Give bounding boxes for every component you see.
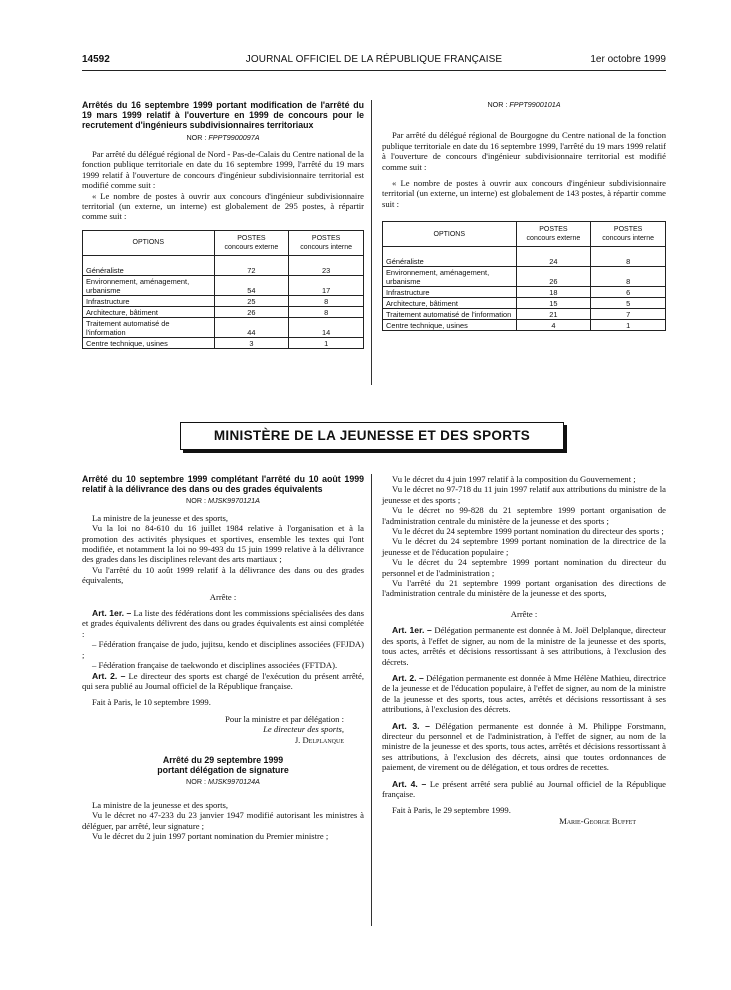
header-rule [82,70,666,71]
paragraph: « Le nombre de postes à ouvrir aux concours d'ingénieur subdivisionnaire territorial (un externe, un interne) est globalement de 295 postes, à répartir comme suit : [82,190,364,222]
issue-date: 1er octobre 1999 [590,54,666,65]
date-line: Fait à Paris, le 29 septembre 1999. [392,805,511,816]
internal-posts: 8 [289,306,364,317]
col-header-options: OPTIONS [383,222,517,247]
option-label: Généraliste [383,247,517,267]
left-bottom-column [82,474,364,841]
internal-posts: 8 [289,295,364,306]
option-label: Généraliste [83,255,215,275]
decree-title: Arrêtés du 16 septembre 1999 portant modification de l'arrêté du 19 mars 1999 relatif à l'ouverture en 1999 de concours pour le recrutement d'ingénieurs subdivisionnaires territoriaux [82,100,364,131]
paragraph: Vu le décret du 24 septembre 1999 portant nomination de la directrice de la jeunesse et de l'éducation populaire ; [382,536,666,557]
article-4: Art. 4. – Le présent arrêté sera publié au Journal officiel de la République française. [382,778,666,799]
journal-title: JOURNAL OFFICIEL DE LA RÉPUBLIQUE FRANÇAISE [245,54,503,65]
paragraph: Vu le décret no 47-233 du 23 janvier 1947 modifié autorisant les ministres à déléguer, par arrêté, leur signature ; [82,810,364,831]
paragraph: Vu le décret no 99-828 du 21 septembre 1999 portant organisation de l'administration centrale du ministère de la jeunesse et des sports ; [382,505,666,526]
page-header [82,54,666,68]
col-header-internal: POSTES concours interne [289,230,364,255]
option-label: Infrastructure [383,287,517,298]
paragraph: Vu le décret du 4 juin 1997 relatif à la composition du Gouvernement ; [392,474,636,484]
paragraph: Vu la loi no 84-610 du 16 juillet 1984 relative à l'organisation et à la promotion des activités physiques et sportives, ensemble les textes qui l'ont modifiée, et notamment la loi no 99-493 du 15 juin 1999 relative à la délivrance des grades dans les disciplines relevant des arts martiaux ; [82,523,364,565]
nor-reference: NOR : MJSK9970124A [186,777,260,787]
nor-reference [82,133,364,143]
list-item: – Fédération française de taekwondo et disciplines associées (FFTDA). [92,660,338,671]
option-label: Infrastructure [83,295,215,306]
paragraph: Vu le décret du 2 juin 1997 portant nomination du Premier ministre ; [92,830,329,841]
paragraph: « Le nombre de postes à ouvrir aux concours d'ingénieur subdivisionnaire territorial (un externe, un interne) est globalement de 143 postes, à répartir comme suit : [382,178,666,209]
nor-code: FPPT9900097A [208,132,260,142]
posts-table [382,221,666,331]
option-label: Centre technique, usines [83,337,215,348]
right-top-column [382,100,666,331]
internal-posts: 7 [591,309,666,320]
internal-posts: 23 [289,255,364,275]
column-divider [371,474,372,926]
signature-name: J. Delplanque [294,734,344,745]
arrete-heading: Arrête : [209,591,237,602]
article-1: Art. 1er. – La liste des fédérations dont les commissions spécialisées des dans et grades équivalents délivrent des dans ou grades équivalents est ainsi complétée : [82,608,364,639]
col-header-external: POSTES concours externe [516,222,591,247]
table-row [83,275,364,295]
external-posts: 3 [214,337,289,348]
table-row [83,295,364,306]
col-header-external: POSTES concours externe [214,230,289,255]
external-posts: 72 [214,255,289,275]
ministry-banner: MINISTÈRE DE LA JEUNESSE ET DES SPORTS [180,422,564,450]
table-row [83,317,364,337]
option-label: Traitement automatisé de l'information [383,309,517,320]
paragraph: Par arrêté du délégué régional de Bourgogne du Centre national de la fonction publique territoriale en date du 16 septembre 1999, l'arrêté du 19 mars 1999 relatif à l'ouverture de concours d'ingénieur subdivisionnaire territorial est modifié comme suit : [382,130,666,172]
table-row [83,306,364,317]
external-posts: 26 [214,306,289,317]
nor-label: NOR : [487,100,508,109]
article-2: Art. 2. – Délégation permanente est donnée à Mme Hélène Mathieu, directrice de la jeunesse et de l'éducation populaire, à l'effet de signer, au nom de la ministre de la jeunesse et des sports, tous actes, arrêtés et décisions ressortissant à ses attributions, à l'exclusion des décrets. [382,672,666,715]
option-label: Environnement, aménagement, urbanisme [383,267,517,287]
arrete-heading: Arrête : [510,608,538,619]
list-item: – Fédération française de judo, jujitsu, kendo et disciplines associées (FFJDA) ; [82,639,364,660]
table-row [83,337,364,348]
left-top-column [82,100,364,349]
nor-code: MJSK9970124A [208,777,260,787]
external-posts: 4 [516,320,591,331]
nor-reference: NOR : MJSK9970121A [186,496,260,506]
signature-name: Marie-George Buffet [559,815,636,826]
table-row [383,320,666,331]
paragraph: Vu le décret du 24 septembre 1999 portant nomination du directeur des sports ; [392,526,664,537]
table-row [383,298,666,309]
option-label: Architecture, bâtiment [383,298,517,309]
nor-label: NOR : [186,132,207,142]
external-posts: 18 [516,287,591,298]
table-row [83,255,364,275]
signature-line: Pour la ministre et par délégation : [225,713,344,724]
nor-code: MJSK9970121A [208,496,260,506]
external-posts: 21 [516,309,591,320]
option-label: Environnement, aménagement, urbanisme [83,275,215,295]
posts-table [82,230,364,349]
internal-posts: 17 [289,275,364,295]
internal-posts: 8 [591,267,666,287]
table-row [383,309,666,320]
paragraph: Vu le décret no 97-718 du 11 juin 1997 relatif aux attributions du ministre de la jeunesse et des sports ; [382,484,666,505]
internal-posts: 14 [289,317,364,337]
external-posts: 24 [516,247,591,267]
table-row [383,267,666,287]
internal-posts: 5 [591,298,666,309]
article-1: Art. 1er. – Délégation permanente est donnée à M. Joël Delplanque, directeur des sports, à l'effet de signer, au nom de la ministre de la jeunesse et des sports, tous actes, arrêtés et décisions ressortissant à ses attributions, à l'exclusion des décrets. [382,625,667,667]
paragraph: Par arrêté du délégué régional de Nord - Pas-de-Calais du Centre national de la fonction publique territoriale en date du 16 septembre 1999, l'arrêté du 19 mars 1999 relatif à l'ouverture de concours d'ingénieur subdivisionnaire territorial est modifié comme suit : [82,149,364,191]
external-posts: 25 [214,295,289,306]
article-2: Art. 2. – Le directeur des sports est chargé de l'exécution du présent arrêté, qui sera publié au Journal officiel de la République française. [82,670,364,691]
column-divider [371,100,372,385]
page-number: 14592 [82,54,110,65]
internal-posts: 1 [591,320,666,331]
option-label: Architecture, bâtiment [83,306,215,317]
col-header-options: OPTIONS [83,230,215,255]
date-line: Fait à Paris, le 10 septembre 1999. [92,697,211,708]
option-label: Centre technique, usines [383,320,517,331]
internal-posts: 1 [289,337,364,348]
paragraph: La ministre de la jeunesse et des sports, [92,512,229,523]
external-posts: 44 [214,317,289,337]
decree-title: Arrêté du 29 septembre 1999 portant délégation de signature [157,754,289,776]
internal-posts: 6 [591,287,666,298]
nor-code: FPPT9900101A [509,100,561,109]
external-posts: 26 [516,267,591,287]
table-row [383,247,666,267]
internal-posts: 8 [591,247,666,267]
table-row [383,287,666,298]
paragraph: La ministre de la jeunesse et des sports, [92,799,229,810]
paragraph: Vu le décret du 24 septembre 1999 portant nomination du directeur du personnel et de l'administration ; [382,557,666,578]
option-label: Traitement automatisé de l'information [83,317,215,337]
paragraph: Vu l'arrêté du 21 septembre 1999 portant organisation des directions de l'administration centrale du ministère de la jeunesse et des sports, [382,578,666,599]
decree-title: Arrêté du 10 septembre 1999 complétant l'arrêté du 10 août 1999 relatif à la délivrance des dans ou des grades équivalents [82,474,364,495]
external-posts: 15 [516,298,591,309]
right-bottom-column [382,474,666,826]
paragraph: Vu l'arrêté du 10 août 1999 relatif à la délivrance des dans ou des grades équivalents, [82,564,364,586]
external-posts: 54 [214,275,289,295]
nor-reference [382,100,666,110]
col-header-internal: POSTES concours interne [591,222,666,247]
signature-title: Le directeur des sports, [263,724,344,735]
article-3: Art. 3. – Délégation permanente est donnée à M. Philippe Forstmann, directeur du personnel et de l'administration, à l'effet de signer, au nom de la ministre de la jeunesse et des sports, tous actes, arrêtés et décisions ressortissant à ses attributions, à l'exclusion des décrets, ainsi que toutes ordonnances de paiement, de virement ou de délégation, et tous ordres de recettes. [382,720,666,773]
